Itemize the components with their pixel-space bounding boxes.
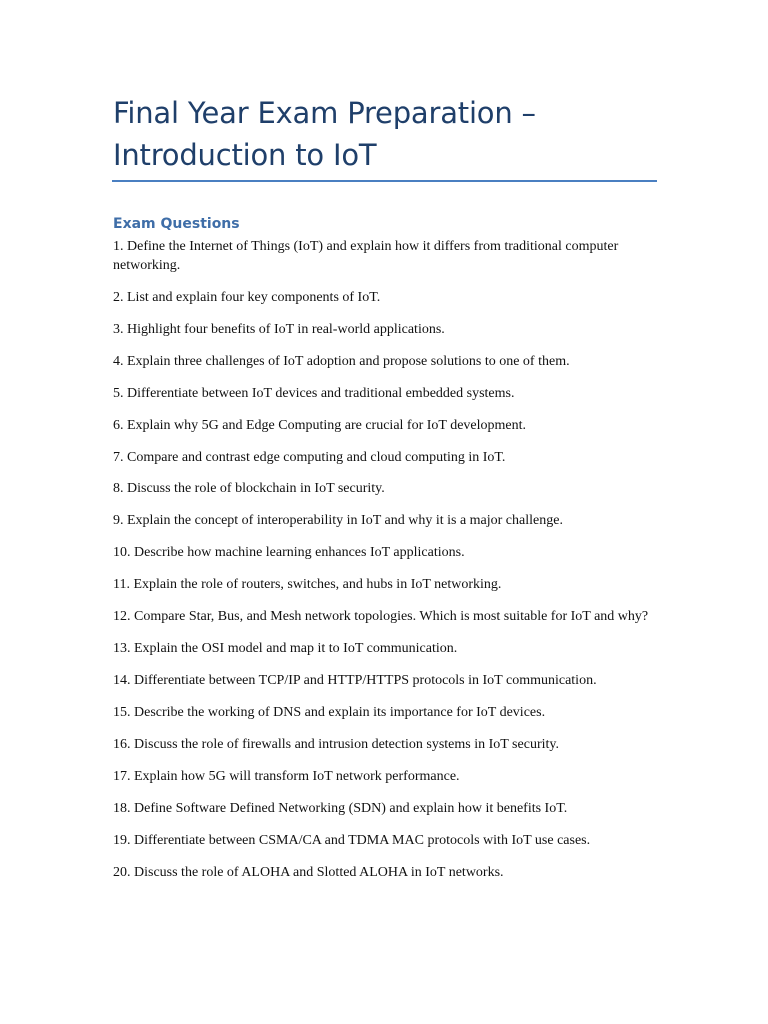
question-item: 7. Compare and contrast edge computing and cloud computing in IoT.: [113, 449, 506, 465]
question-item: 19. Differentiate between CSMA/CA and TDMA MAC protocols with IoT use cases.: [113, 833, 591, 849]
question-item: 4. Explain three challenges of IoT adoption and propose solutions to one of them.: [113, 353, 570, 369]
question-item: 13. Explain the OSI model and map it to IoT communication.: [113, 641, 458, 657]
question-list: [113, 238, 653, 896]
title-underline: [112, 180, 657, 182]
page-title: [113, 92, 673, 176]
title-line-2: Introduction to IoT: [113, 138, 377, 172]
question-item: 12. Compare Star, Bus, and Mesh network topologies. Which is most suitable for IoT and why?: [113, 609, 649, 625]
question-item: 20. Discuss the role of ALOHA and Slotted ALOHA in IoT networks.: [113, 865, 504, 881]
question-item: 11. Explain the role of routers, switches, and hubs in IoT networking.: [113, 577, 502, 593]
question-item: 17. Explain how 5G will transform IoT network performance.: [113, 769, 460, 785]
question-item: 16. Discuss the role of firewalls and intrusion detection systems in IoT security.: [113, 737, 559, 753]
question-item: 3. Highlight four benefits of IoT in real-world applications.: [113, 321, 445, 337]
question-item: 8. Discuss the role of blockchain in IoT security.: [113, 481, 385, 497]
question-item: 5. Differentiate between IoT devices and traditional embedded systems.: [113, 385, 515, 401]
question-item: 2. List and explain four key components of IoT.: [113, 289, 381, 305]
question-item: 14. Differentiate between TCP/IP and HTTP/HTTPS protocols in IoT communication.: [113, 673, 597, 689]
section-heading: Exam Questions: [113, 216, 240, 232]
question-item: 6. Explain why 5G and Edge Computing are crucial for IoT development.: [113, 417, 527, 433]
question-item: 10. Describe how machine learning enhances IoT applications.: [113, 545, 465, 561]
question-item: 15. Describe the working of DNS and explain its importance for IoT devices.: [113, 705, 546, 721]
question-item: 18. Define Software Defined Networking (SDN) and explain how it benefits IoT.: [113, 801, 568, 817]
title-line-1: Final Year Exam Preparation –: [113, 96, 536, 130]
question-item: 9. Explain the concept of interoperability in IoT and why it is a major challenge.: [113, 513, 563, 529]
question-item: 1. Define the Internet of Things (IoT) and explain how it differs from traditional computer networking.: [113, 239, 619, 273]
